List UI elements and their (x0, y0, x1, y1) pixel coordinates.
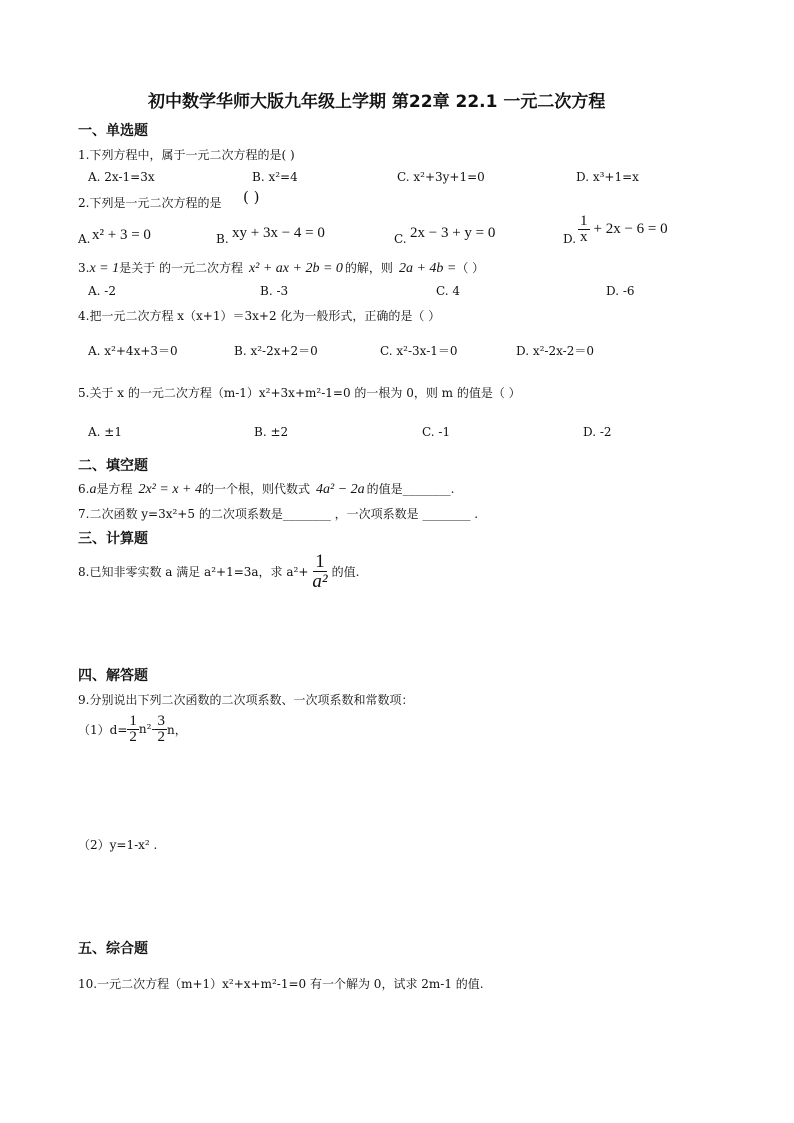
question-5-option-a: A. ±1 (88, 425, 122, 439)
section-heading-calculation: 三、计算题 (78, 531, 148, 547)
question-6-text-2: 的一个根，则代数式 (202, 482, 311, 496)
question-8-denominator: a² (312, 570, 328, 592)
section-heading-comprehensive: 五、综合题 (78, 941, 148, 957)
question-9-part-1-tail: n， (166, 722, 187, 737)
question-3-option-c: C. 4 (436, 284, 461, 298)
question-9-part-1-denominator-2: 2 (157, 728, 165, 745)
question-2-option-d-label: D. (563, 232, 577, 246)
question-4-option-b: B. x²-2x+2＝0 (234, 344, 318, 358)
question-8-numerator: 1 (315, 550, 325, 572)
question-1-option-b: B. x²=4 (252, 170, 298, 184)
question-2-option-c-math: 2x − 3 + y = 0 (410, 225, 496, 241)
question-8-fraction (310, 552, 329, 591)
question-2-stem: 2.下列是一元二次方程的是 (78, 196, 222, 210)
question-2-option-d-fraction (578, 214, 590, 245)
question-3-stem (78, 259, 484, 277)
question-3-number: 3. (78, 261, 90, 275)
question-9-part-1-fraction-2 (155, 714, 167, 745)
section-heading-answer: 四、解答题 (78, 668, 148, 684)
question-6-text-1: 是方程 (96, 482, 133, 496)
question-9-part-1-mid: n²- (138, 722, 156, 736)
question-3-text-1: 是关于 的一元二次方程 (119, 261, 243, 275)
question-8-text-2: 的值. (331, 564, 360, 579)
question-5-stem: 5.关于 x 的一元二次方程（m-1）x²+3x+m²-1=0 的一根为 0，则 m 的值是（ ） (78, 386, 521, 400)
question-8-stem (78, 550, 359, 592)
question-3-text-2: 的解，则 (344, 261, 393, 275)
question-5-option-b: B. ±2 (254, 425, 289, 439)
question-9-part-1-numerator-2: 3 (157, 712, 165, 729)
question-3-text-3: （ ） (456, 261, 485, 275)
question-8-text-1: 8.已知非零实数 a 满足 a²+1=3a，求 a²+ (78, 564, 309, 579)
question-4-option-a: A. x²+4x+3＝0 (88, 344, 178, 358)
question-2-option-b-math: xy + 3x − 4 = 0 (232, 225, 325, 241)
question-4-stem: 4.把一元二次方程 x（x+1）＝3x+2 化为一般形式，正确的是（ ） (78, 309, 441, 323)
question-6-stem (78, 480, 455, 498)
question-9-part-2: （2）y=1-x² . (78, 838, 158, 852)
question-3-math-equation: x² + ax + 2b = 0 (248, 261, 343, 276)
question-10-stem: 10.一元二次方程（m+1）x²+x+m²-1=0 有一个解为 0，试求 2m-1 的值. (78, 977, 484, 991)
question-2-option-a-label: A. (78, 232, 91, 246)
question-4-option-c: C. x²-3x-1＝0 (380, 344, 458, 358)
question-1-option-d: D. x³+1=x (576, 170, 639, 184)
question-3-math-x-equals-1: x = 1 (89, 261, 120, 276)
question-9-part-1-numerator-1: 1 (129, 712, 137, 729)
question-3-option-a: A. -2 (88, 284, 116, 298)
question-2-option-a-math: x² + 3 = 0 (92, 227, 151, 243)
question-6-math-equation: 2x² = x + 4 (138, 482, 202, 497)
question-3-option-d: D. -6 (606, 284, 635, 298)
question-2-option-b-label: B. (216, 232, 229, 246)
question-9-part-1-lead: （1）d= (78, 722, 128, 737)
question-6-math-a: a (89, 482, 97, 497)
question-6-math-expression: 4a² − 2a (316, 482, 365, 497)
question-2-option-c-label: C. (394, 232, 407, 246)
question-2-option-d-math (578, 214, 668, 245)
question-6-number: 6. (78, 482, 90, 496)
question-3-option-b: B. -3 (260, 284, 289, 298)
question-2-option-d-numerator: 1 (580, 213, 588, 229)
question-4-option-d: D. x²-2x-2＝0 (516, 344, 594, 358)
question-9-part-1 (78, 711, 187, 747)
question-2-option-d-denominator: x (580, 229, 588, 245)
question-1-option-a: A. 2x-1=3x (88, 170, 155, 184)
section-heading-fill-blank: 二、填空题 (78, 458, 148, 474)
question-5-option-d: D. -2 (583, 425, 612, 439)
question-6-text-3: 的值是________. (366, 482, 455, 496)
page-title: 初中数学华师大版九年级上学期 第22章 22.1 一元二次方程 (148, 92, 606, 112)
question-9-stem: 9.分别说出下列二次函数的二次项系数、一次项系数和常数项： (78, 693, 414, 707)
question-1-stem: 1.下列方程中，属于一元二次方程的是( ) (78, 148, 295, 162)
question-7-stem: 7.二次函数 y=3x²+5 的二次项系数是________ ，一次项系数是 ________ . (78, 507, 479, 521)
question-2-option-d-rest: + 2x − 6 = 0 (593, 221, 668, 237)
question-9-part-1-denominator-1: 2 (129, 728, 137, 745)
section-heading-single-choice: 一、单选题 (78, 123, 148, 139)
question-5-option-c: C. -1 (422, 425, 451, 439)
question-9-part-1-fraction-1 (127, 714, 139, 745)
question-3-math-expression: 2a + 4b = (398, 261, 457, 276)
question-2-paren: ( ) (243, 188, 260, 206)
question-1-option-c: C. x²+3y+1=0 (397, 170, 485, 184)
